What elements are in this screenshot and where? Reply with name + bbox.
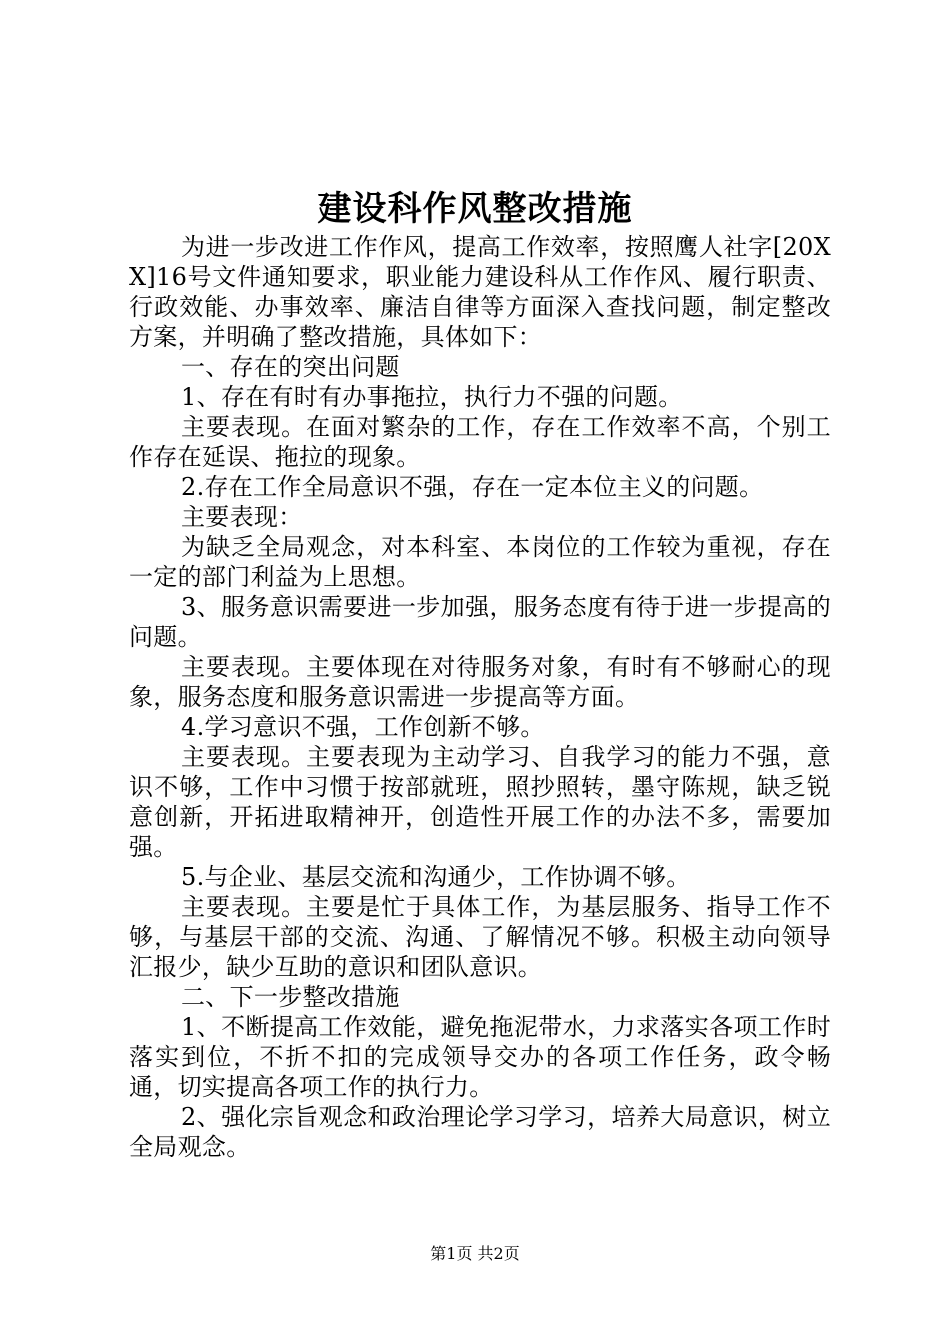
measure-item-2: 2、强化宗旨观念和政治理论学习学习，培养大局意识，树立全局观念。 bbox=[129, 1103, 831, 1161]
measure-item-1: 1、不断提高工作效能，避免拖泥带水，力求落实各项工作时落实到位，不折不扣的完成领导交办的各项工作任务，政令畅通，切实提高各项工作的执行力。 bbox=[129, 1013, 831, 1101]
problem-item-5: 5.与企业、基层交流和沟通少，工作协调不够。 bbox=[181, 863, 691, 891]
problem-item-2: 2.存在工作全局意识不强，存在一定本位主义的问题。 bbox=[181, 473, 764, 501]
problem-detail-1: 主要表现。在面对繁杂的工作，存在工作效率不高，个别工作存在延误、拖拉的现象。 bbox=[129, 413, 831, 471]
section-heading-problems: 一、存在的突出问题 bbox=[181, 353, 400, 381]
problem-item-1: 1、存在有时有办事拖拉，执行力不强的问题。 bbox=[181, 383, 683, 411]
problem-detail-4: 主要表现。主要表现为主动学习、自我学习的能力不强，意识不够，工作中习惯于按部就班，照抄照转，墨守陈规，缺乏锐意创新，开拓进取精神开，创造性开展工作的办法不多，需要加强。 bbox=[129, 743, 831, 861]
document-body bbox=[129, 232, 831, 1162]
problem-item-3: 3、服务意识需要进一步加强，服务态度有待于进一步提高的问题。 bbox=[129, 593, 831, 651]
problem-item-4: 4.学习意识不强，工作创新不够。 bbox=[181, 713, 545, 741]
problem-detail-5: 主要表现。主要是忙于具体工作，为基层服务、指导工作不够，与基层干部的交流、沟通、了解情况不够。积极主动向领导汇报少，缺少互助的意识和团队意识。 bbox=[129, 893, 831, 981]
section-heading-measures: 二、下一步整改措施 bbox=[181, 983, 400, 1011]
paragraph-intro: 为进一步改进工作作风，提高工作效率，按照鹰人社字[20XX]16号文件通知要求，职业能力建设科从工作作风、履行职责、行政效能、办事效率、廉洁自律等方面深入查找问题，制定整改方案，并明确了整改措施，具体如下： bbox=[129, 233, 831, 351]
problem-detail-2-label: 主要表现： bbox=[181, 503, 303, 531]
page-footer: 第1页 共2页 bbox=[430, 1244, 520, 1263]
document-title: 建设科作风整改措施 bbox=[317, 189, 633, 229]
problem-detail-3: 主要表现。主要体现在对待服务对象，有时有不够耐心的现象，服务态度和服务意识需进一步提高等方面。 bbox=[129, 653, 831, 711]
problem-detail-2: 为缺乏全局观念，对本科室、本岗位的工作较为重视，存在一定的部门利益为上思想。 bbox=[129, 533, 831, 591]
